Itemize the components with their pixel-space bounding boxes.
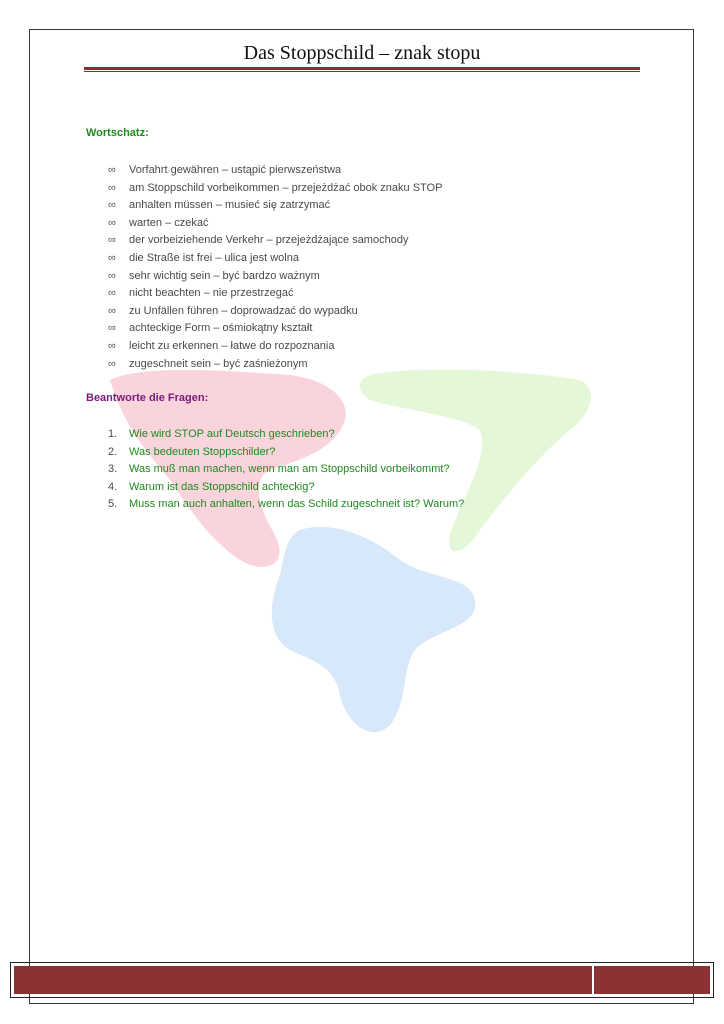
vocab-item — [108, 268, 442, 286]
infinity-bullet-icon: ∞ — [108, 234, 116, 247]
question-number: 3. — [108, 463, 118, 476]
vocab-text: warten – czekać — [129, 216, 209, 229]
infinity-bullet-icon: ∞ — [108, 339, 116, 352]
question-item — [108, 426, 464, 444]
vocab-item — [108, 250, 442, 268]
vocab-text: zu Unfällen führen – doprowadzać do wypadku — [129, 304, 358, 317]
vocab-list — [108, 162, 442, 373]
paint-splash-watermark — [100, 357, 620, 740]
question-number: 2. — [108, 445, 118, 458]
infinity-bullet-icon: ∞ — [108, 216, 116, 229]
vocab-text: die Straße ist frei – ulica jest wolna — [129, 251, 299, 264]
vocab-item — [108, 197, 442, 215]
question-number: 1. — [108, 428, 118, 440]
page-footer — [10, 962, 714, 998]
question-text: Was bedeuten Stoppschilder? — [129, 445, 276, 458]
vocab-item — [108, 356, 442, 374]
infinity-bullet-icon: ∞ — [108, 287, 116, 300]
vocab-text: Vorfahrt gewähren – ustąpić pierwszeństwa — [129, 164, 342, 176]
question-text: Muss man auch anhalten, wenn das Schild zugeschneit ist? Warum? — [129, 498, 465, 511]
infinity-bullet-icon: ∞ — [108, 181, 116, 194]
title-underline — [84, 67, 640, 70]
title-underline-thin — [84, 71, 640, 72]
vocab-item — [108, 232, 442, 250]
infinity-bullet-icon: ∞ — [108, 269, 116, 282]
question-item — [108, 479, 464, 497]
vocab-item — [108, 180, 442, 198]
question-text: Wie wird STOP auf Deutsch geschrieben? — [129, 428, 335, 440]
question-text: Was muß man machen, wenn man am Stoppschild vorbeikommt? — [129, 463, 450, 476]
questions-list — [108, 426, 464, 514]
question-item — [108, 496, 464, 514]
vocab-text: sehr wichtig sein – być bardzo ważnym — [129, 269, 320, 282]
infinity-bullet-icon: ∞ — [108, 251, 116, 264]
vocab-text: anhalten müssen – musieć się zatrzymać — [129, 199, 331, 212]
page-number: Strona 1 — [592, 10, 640, 25]
question-number: 4. — [108, 480, 118, 493]
infinity-bullet-icon: ∞ — [108, 304, 116, 317]
vocab-heading: Wortschatz: — [86, 127, 149, 139]
vocab-text: am Stoppschild vorbeikommen – przejeżdżać obok znaku STOP — [129, 181, 443, 194]
vocab-item — [108, 320, 442, 338]
infinity-bullet-icon: ∞ — [108, 199, 116, 212]
vocab-text: achteckige Form – ośmiokątny kształt — [129, 322, 313, 335]
question-text: Warum ist das Stoppschild achteckig? — [129, 480, 315, 493]
footer-site: gerlic.pl — [494, 11, 579, 26]
vocab-text: zugeschneit sein – być zaśnieżonym — [129, 357, 308, 370]
vocab-item — [108, 162, 442, 180]
question-number: 5. — [108, 498, 118, 511]
page-title: Das Stoppschild – znak stopu — [243, 42, 481, 64]
vocab-item — [108, 285, 442, 303]
infinity-bullet-icon: ∞ — [108, 357, 116, 370]
footer-page-box — [594, 966, 710, 994]
vocab-item — [108, 215, 442, 233]
question-item — [108, 444, 464, 462]
vocab-text: nicht beachten – nie przestrzegać — [129, 287, 294, 300]
vocab-text: der vorbeiziehende Verkehr – przejeżdżające samochody — [129, 234, 409, 247]
vocab-item — [108, 338, 442, 356]
infinity-bullet-icon: ∞ — [108, 164, 116, 176]
questions-heading: Beantworte die Fragen: — [86, 392, 209, 404]
vocab-text: leicht zu erkennen – łatwe do rozpoznania — [129, 339, 335, 352]
vocab-item — [108, 303, 442, 321]
infinity-bullet-icon: ∞ — [108, 322, 116, 335]
question-item — [108, 461, 464, 479]
